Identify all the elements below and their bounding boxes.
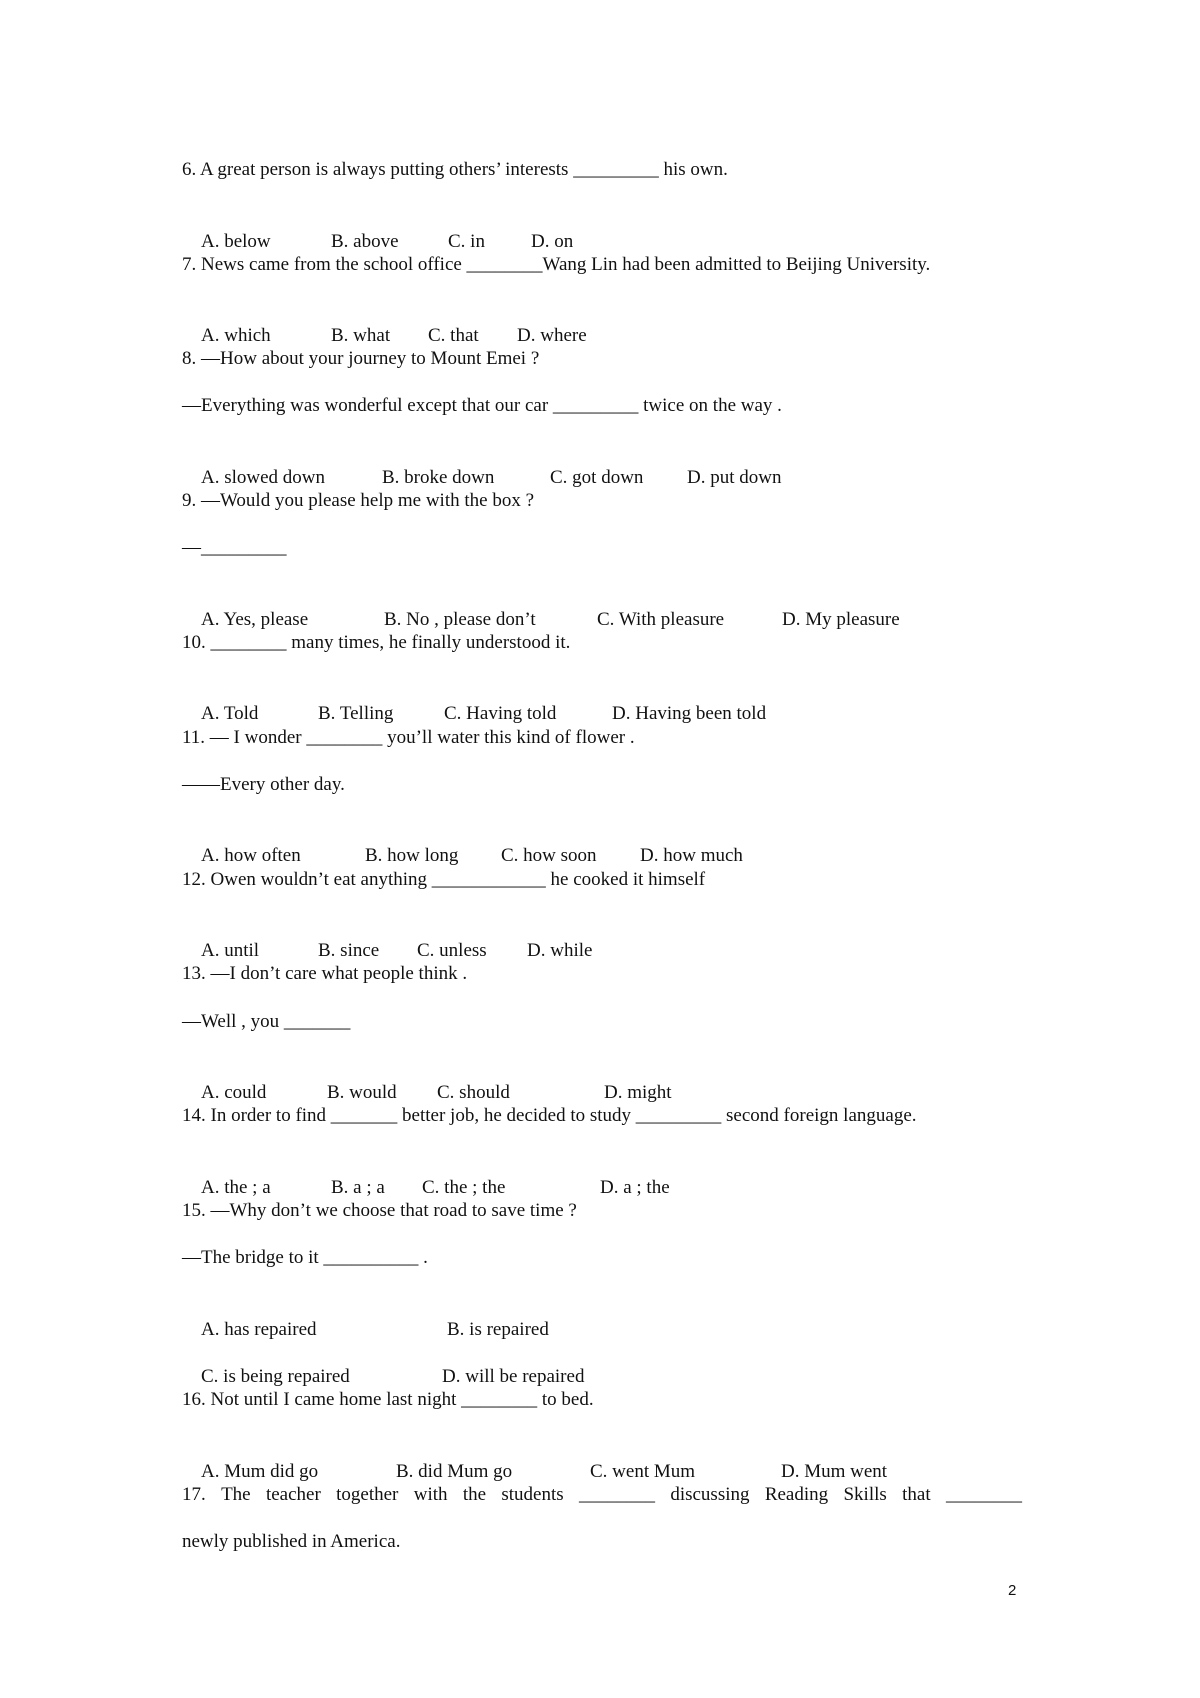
stem-word: with (413, 1484, 448, 1505)
stem-word: the (462, 1484, 487, 1505)
stem-word: Reading (764, 1484, 829, 1505)
option-c: C. in (448, 231, 485, 252)
stem-word: together (336, 1484, 399, 1505)
question-15-stem: 15. —Why don’t we choose that road to save time ? (182, 1200, 577, 1221)
option-b: B. No , please don’t (384, 609, 536, 630)
question-9-stem: 9. —Would you please help me with the box ? (182, 490, 535, 511)
option-b: B. broke down (382, 467, 495, 488)
question-9-reply: —_________ (182, 537, 287, 558)
option-d: D. a ; the (600, 1177, 670, 1198)
stem-word: discussing (670, 1484, 750, 1505)
question-8-reply: —Everything was wonderful except that our car _________ twice on the way . (182, 395, 782, 416)
option-b: B. Telling (318, 703, 394, 724)
option-b: B. a ; a (331, 1177, 385, 1198)
option-d: D. My pleasure (782, 609, 900, 630)
option-c: C. got down (550, 467, 644, 488)
option-d: D. Mum went (781, 1461, 888, 1482)
option-c: C. With pleasure (597, 609, 725, 630)
option-a: A. which (201, 325, 271, 346)
option-b: B. since (318, 940, 380, 961)
option-a: A. Mum did go (201, 1461, 319, 1482)
option-a: A. until (201, 940, 260, 961)
option-d: D. will be repaired (442, 1366, 585, 1387)
question-16-stem: 16. Not until I came home last night ________ to bed. (182, 1389, 594, 1410)
option-a: A. has repaired (201, 1319, 317, 1340)
question-12-stem: 12. Owen wouldn’t eat anything ____________ he cooked it himself (182, 869, 706, 890)
option-b: B. did Mum go (396, 1461, 513, 1482)
question-14-stem: 14. In order to find _______ better job, he decided to study _________ second foreign language. (182, 1105, 917, 1126)
question-13-stem: 13. —I don’t care what people think . (182, 963, 468, 984)
option-d: D. on (531, 231, 574, 252)
option-d: D. how much (640, 845, 743, 866)
stem-word: 17. (182, 1484, 206, 1505)
answer-blank: ________ (578, 1484, 655, 1505)
stem-word: students (501, 1484, 564, 1505)
option-c: C. the ; the (422, 1177, 506, 1198)
question-15-reply: —The bridge to it __________ . (182, 1247, 428, 1268)
stem-word: teacher (265, 1484, 321, 1505)
question-10-stem: 10. ________ many times, he finally understood it. (182, 632, 571, 653)
option-b: B. how long (365, 845, 459, 866)
option-a: A. how often (201, 845, 301, 866)
question-17-stem-continued: newly published in America. (182, 1531, 401, 1552)
question-8-stem: 8. —How about your journey to Mount Emei ? (182, 348, 540, 369)
option-a: A. Yes, please (201, 609, 309, 630)
option-a: A. below (201, 231, 271, 252)
option-b: B. is repaired (447, 1319, 549, 1340)
question-17-stem (182, 1483, 1022, 1507)
question-11-reply: ——Every other day. (182, 774, 345, 795)
page-number: 2 (1008, 1582, 1017, 1599)
option-b: B. would (327, 1082, 397, 1103)
option-a: A. Told (201, 703, 259, 724)
option-c: C. unless (417, 940, 487, 961)
option-b: B. what (331, 325, 391, 346)
option-c: C. should (437, 1082, 510, 1103)
question-6-stem: 6. A great person is always putting others’ interests _________ his own. (182, 159, 728, 180)
option-d: D. might (604, 1082, 672, 1103)
option-c: C. went Mum (590, 1461, 696, 1482)
option-a: A. could (201, 1082, 267, 1103)
option-c: C. Having told (444, 703, 557, 724)
option-d: D. while (527, 940, 593, 961)
option-d: D. put down (687, 467, 782, 488)
answer-blank: ________ (945, 1484, 1022, 1505)
option-c: C. that (428, 325, 479, 346)
option-d: D. where (517, 325, 587, 346)
question-11-stem: 11. — I wonder ________ you’ll water this kind of flower . (182, 727, 635, 748)
option-c: C. how soon (501, 845, 597, 866)
question-7-stem: 7. News came from the school office ________Wang Lin had been admitted to Beijing University. (182, 254, 931, 275)
stem-word: The (221, 1484, 251, 1505)
option-c: C. is being repaired (201, 1366, 350, 1387)
option-a: A. slowed down (201, 467, 326, 488)
option-d: D. Having been told (612, 703, 767, 724)
stem-word: Skills (843, 1484, 887, 1505)
option-a: A. the ; a (201, 1177, 271, 1198)
stem-word: that (902, 1484, 931, 1505)
option-b: B. above (331, 231, 399, 252)
question-13-reply: —Well , you _______ (182, 1011, 351, 1032)
